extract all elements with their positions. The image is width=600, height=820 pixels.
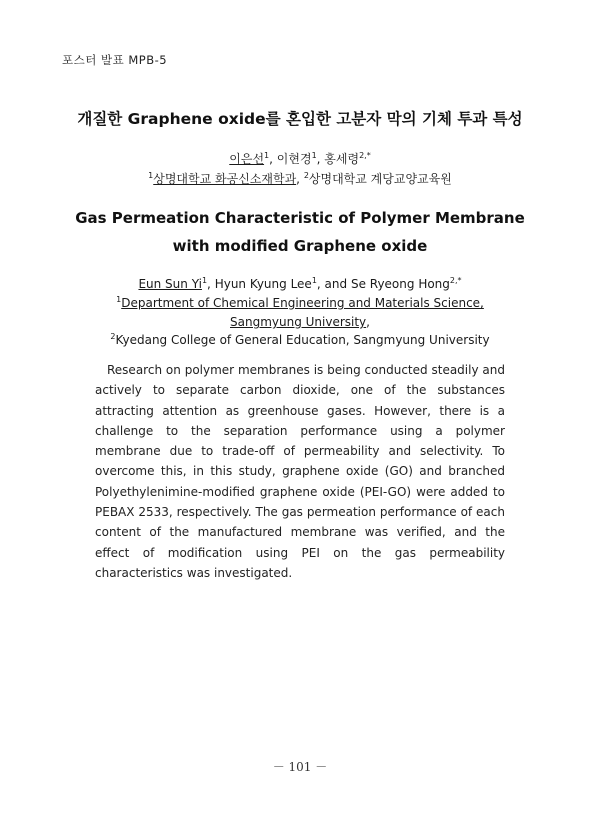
english-authors (0, 277, 600, 291)
korean-authors (0, 150, 600, 167)
affiliation-sup: 1 (148, 171, 154, 180)
english-title-line-2: with modified Graphene oxide (172, 237, 428, 255)
author-name: 이은선 (229, 152, 265, 166)
affiliation-text: Kyedang College of General Education, Sangmyung University (115, 333, 490, 347)
abstract-paragraph: Research on polymer membranes is being conducted steadily and actively to separate carbon dioxide, one of the substances attracting attention as greenhouse gases. However, there is a challenge to the separation performance using a polymer membrane due to trade-off of permeability and selectivity. To overcome this, in this study, graphene oxide (GO) and branched Polyethylenimine-modified graphene oxide (PEI-GO) were added to PEBAX 2533, respectively. The gas permeation performance of each content of the manufactured membrane was verified, and the effect of modification using PEI on the gas permeability characteristics was investigated. (95, 363, 505, 580)
author-sup: 2,* (449, 276, 462, 285)
english-affiliation-1 (0, 296, 600, 310)
english-title (0, 204, 600, 260)
author-sup: 1 (311, 151, 317, 160)
korean-affiliations (0, 170, 600, 187)
author-sep: , (316, 152, 325, 166)
author-sup: 1 (264, 151, 270, 160)
affiliation-sup: 2 (303, 171, 309, 180)
author-sep: , and (316, 277, 351, 291)
affiliation-tail: , (366, 315, 370, 329)
author-name: Se Ryeong Hong (350, 277, 450, 291)
author-sup: 1 (311, 276, 317, 285)
affiliation-text: Sangmyung University (230, 315, 367, 329)
author-name: Eun Sun Yi (138, 277, 202, 291)
author-name: 이현경 (276, 152, 312, 166)
affiliation-sep: , (296, 172, 304, 186)
author-sep: , (269, 152, 277, 166)
author-sup: 1 (201, 276, 208, 285)
page-number: － 101 － (272, 760, 328, 774)
affiliation-sup: 1 (116, 295, 122, 304)
header-label: 포스터 발표 MPB-5 (62, 53, 168, 67)
author-name: 홍세령 (324, 152, 360, 166)
korean-title: 개질한 Graphene oxide를 혼입한 고분자 막의 기체 투과 특성 (77, 110, 523, 128)
affiliation-text: 상명대학교 화공신소재학과 (153, 172, 297, 186)
english-title-line-1: Gas Permeation Characteristic of Polymer Membrane (75, 209, 525, 227)
affiliation-text: Department of Chemical Engineering and Materials Science, (121, 296, 484, 310)
english-affiliation-1-cont (0, 315, 600, 329)
english-affiliation-2 (0, 333, 600, 347)
affiliation-text: 상명대학교 계당교양교육원 (308, 172, 452, 186)
author-sep: , (207, 277, 215, 291)
author-sup: 2,* (359, 151, 371, 160)
affiliation-sup: 2 (110, 332, 116, 341)
author-name: Hyun Kyung Lee (214, 277, 312, 291)
